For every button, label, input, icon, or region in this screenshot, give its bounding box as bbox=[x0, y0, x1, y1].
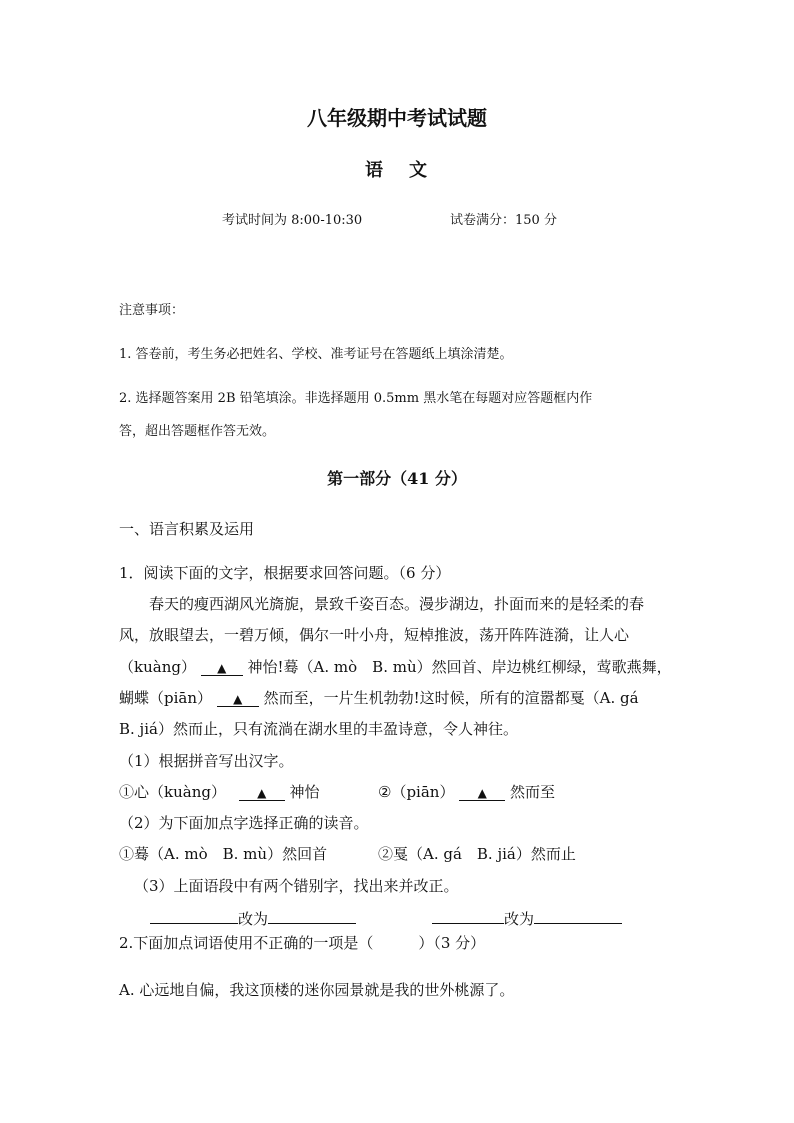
passage-line-1: 春天的瘦西湖风光旖旎，景致千姿百态。漫步湖边，扑面而来的是轻柔的春 bbox=[149, 595, 645, 613]
subject-title bbox=[0, 162, 794, 180]
sub-question-3: （3）上面语段中有两个错别字，找出来并改正。 bbox=[134, 877, 459, 895]
sub-question-1: （1）根据拼音写出汉字。 bbox=[119, 752, 294, 770]
passage-pinyin-pian: 蝴蝶（piān） bbox=[119, 689, 213, 707]
exam-title: 八年级期中考试试题 bbox=[307, 106, 487, 130]
question-1-stem: 1．阅读下面的文字，根据要求回答问题。（6 分） bbox=[119, 564, 451, 582]
answer-blank-kuang[interactable]: ▲ bbox=[239, 786, 285, 801]
subject-char-1: 语 bbox=[365, 160, 385, 181]
question-2-option-a: A. 心远地自偏，我这顶楼的迷你园景就是我的世外桃源了。 bbox=[119, 981, 515, 999]
passage-line-4 bbox=[119, 691, 639, 707]
section-1-heading: 一、语言积累及运用 bbox=[119, 520, 255, 538]
sub-question-2: （2）为下面加点字选择正确的读音。 bbox=[119, 814, 369, 832]
subject-char-2: 文 bbox=[409, 160, 429, 181]
passage-line-5: B. jiá）然而止，只有流淌在湖水里的丰盈诗意，令人神往。 bbox=[119, 720, 518, 738]
question-2-stem: 2.下面加点词语使用不正确的一项是（ ）（3 分） bbox=[119, 934, 486, 952]
blank-kuang[interactable]: ▲ bbox=[201, 661, 243, 676]
correct-char-blank-2[interactable] bbox=[534, 909, 622, 924]
answer-blank-pian[interactable]: ▲ bbox=[459, 786, 505, 801]
wrong-char-blank-2[interactable] bbox=[432, 909, 504, 924]
passage-line-3-rest: 神怡!蓦（A. mò B. mù）然回首、岸边桃红柳绿，莺歌燕舞， bbox=[247, 658, 672, 676]
sub-question-1-b-prefix: ②（piān） bbox=[378, 783, 455, 801]
correction-pair-1 bbox=[150, 909, 356, 927]
notice-item-2-line-2: 答，超出答题框作答无效。 bbox=[119, 424, 276, 439]
passage-line-4-rest: 然而至，一片生机勃勃!这时候，所有的渲嚣都戛（A. gá bbox=[263, 689, 639, 707]
sub-question-1-b-suffix: 然而至 bbox=[510, 783, 556, 801]
notice-item-2-line-1: 2. 选择题答案用 2B 铅笔填涂。非选择题用 0.5mm 黑水笔在每题对应答题框内作 bbox=[119, 391, 593, 406]
passage-line-3 bbox=[119, 660, 672, 676]
notice-heading: 注意事项： bbox=[119, 303, 185, 318]
notice-item-1: 1. 答卷前，考生务必把姓名、学校、准考证号在答题纸上填涂清楚。 bbox=[119, 347, 513, 362]
sub-question-1-a-suffix: 神怡 bbox=[289, 783, 320, 801]
sub-question-1-b bbox=[378, 785, 555, 801]
change-to-label-2: 改为 bbox=[504, 910, 535, 928]
part-1-heading: 第一部分（41 分） bbox=[327, 469, 467, 488]
change-to-label-1: 改为 bbox=[238, 910, 269, 928]
sub-question-2-a: ①蓦（A. mò B. mù）然回首 bbox=[119, 845, 328, 863]
exam-score: 试卷满分：150 分 bbox=[450, 213, 557, 228]
sub-question-1-a-prefix: ①心（kuàng） bbox=[119, 783, 226, 801]
exam-time: 考试时间为 8:00-10:30 bbox=[222, 213, 363, 228]
blank-pian[interactable]: ▲ bbox=[217, 692, 259, 707]
wrong-char-blank-1[interactable] bbox=[150, 909, 238, 924]
passage-line-2: 风，放眼望去，一碧万倾，偶尔一叶小舟，短棹推波，荡开阵阵涟漪，让人心 bbox=[119, 626, 630, 644]
correction-pair-2 bbox=[432, 909, 622, 927]
sub-question-1-a bbox=[119, 785, 320, 801]
passage-pinyin-kuang: （kuàng） bbox=[119, 658, 196, 676]
sub-question-2-b: ②戛（A. gá B. jiá）然而止 bbox=[378, 845, 576, 863]
correct-char-blank-1[interactable] bbox=[268, 909, 356, 924]
